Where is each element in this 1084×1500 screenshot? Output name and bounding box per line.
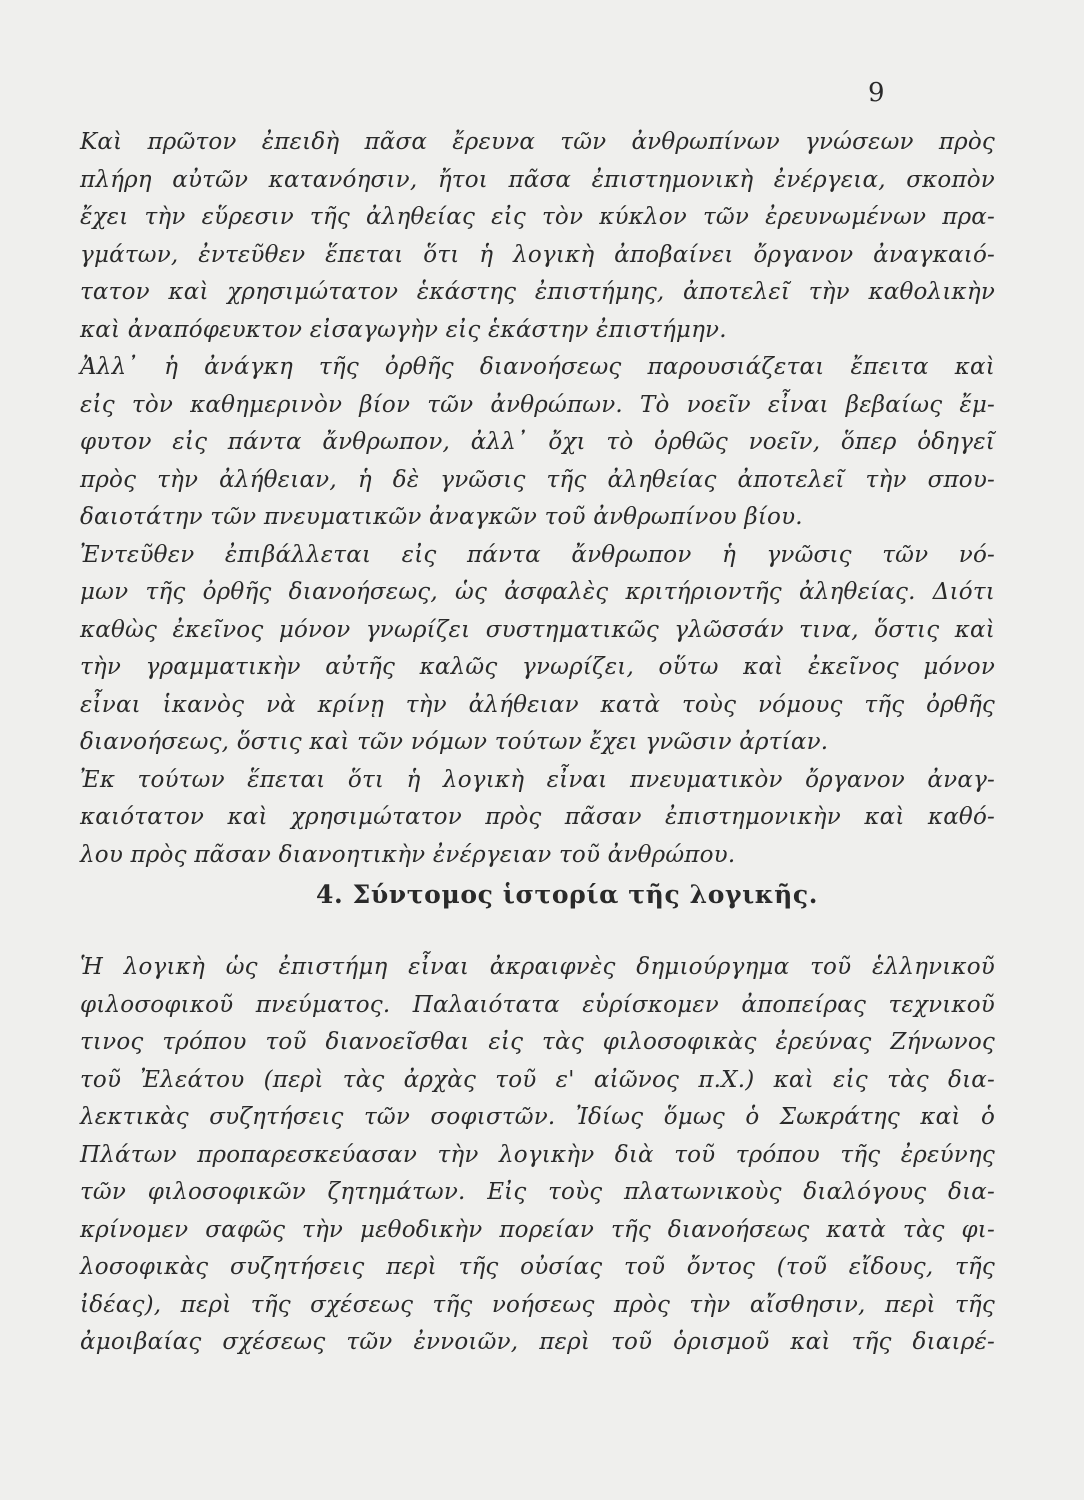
- text-line: τὴν γραμματικὴν αὐτῆς καλῶς γνωρίζει, οὕτω καὶ ἐκεῖνος μόνον: [80, 654, 995, 680]
- text-line: γμάτων, ἐντεῦθεν ἕπεται ὅτι ἡ λογικὴ ἀποβαίνει ὄργανον ἀναγκαιό-: [80, 241, 995, 268]
- text-line: πρὸς τὴν ἀλήθειαν, ἡ δὲ γνῶσις τῆς ἀληθείας ἀποτελεῖ τὴν σπου-: [80, 466, 995, 493]
- text-line: καιότατον καὶ χρησιμώτατον πρὸς πᾶσαν ἐπιστημονικὴν καὶ καθό-: [80, 804, 995, 830]
- text-line: τοῦ Ἐλεάτου (περὶ τὰς ἀρχὰς τοῦ ε' αἰῶνος π.Χ.) καὶ εἰς τὰς δια-: [80, 1066, 995, 1093]
- intro-text-block: [80, 124, 995, 874]
- text-line: δαιοτάτην τῶν πνευματικῶν ἀναγκῶν τοῦ ἀνθρωπίνου βίου.: [80, 504, 803, 530]
- text-line: Καὶ πρῶτον ἐπειδὴ πᾶσα ἔρευνα τῶν ἀνθρωπίνων γνώσεων πρὸς: [80, 129, 995, 155]
- section-heading: 4. Σύντομος ἱστορία τῆς λογικῆς.: [315, 880, 819, 909]
- text-line: ἔχει τὴν εὕρεσιν τῆς ἀληθείας εἰς τὸν κύκλον τῶν ἐρευνωμένων πρα-: [80, 204, 995, 230]
- text-line: ἀμοιβαίας σχέσεως τῶν ἐννοιῶν, περὶ τοῦ ὁρισμοῦ καὶ τῆς διαιρέ-: [80, 1329, 995, 1355]
- text-line: εἶναι ἱκανὸς νὰ κρίνῃ τὴν ἀλήθειαν κατὰ τοὺς νόμους τῆς ὀρθῆς: [80, 691, 995, 718]
- text-line: λου πρὸς πᾶσαν διανοητικὴν ἐνέργειαν τοῦ ἀνθρώπου.: [80, 841, 736, 868]
- text-line: τατον καὶ χρησιμώτατον ἑκάστης ἐπιστήμης, ἀποτελεῖ τὴν καθολικὴν: [80, 279, 995, 305]
- text-line: φυτον εἰς πάντα ἄνθρωπον, ἀλλ᾽ ὄχι τὸ ὀρθῶς νοεῖν, ὅπερ ὁδηγεῖ: [80, 429, 995, 455]
- text-line: πλήρη αὐτῶν κατανόησιν, ἤτοι πᾶσα ἐπιστημονικὴ ἐνέργεια, σκοπὸν: [80, 166, 995, 193]
- text-line: διανοήσεως, ὅστις καὶ τῶν νόμων τούτων ἔχει γνῶσιν ἀρτίαν.: [80, 729, 829, 755]
- text-line: Ἐκ τούτων ἕπεται ὅτι ἡ λογικὴ εἶναι πνευματικὸν ὄργανον ἀναγ-: [80, 766, 995, 793]
- text-line: κρίνομεν σαφῶς τὴν μεθοδικὴν πορείαν τῆς διανοήσεως κατὰ τὰς φι-: [80, 1216, 995, 1243]
- text-line: Πλάτων προπαρεσκεύασαν τὴν λογικὴν διὰ τοῦ τρόπου τῆς ἐρεύνης: [80, 1141, 995, 1168]
- text-line: λοσοφικὰς συζητήσεις περὶ τῆς οὐσίας τοῦ ὄντος (τοῦ εἴδους, τῆς: [80, 1254, 995, 1280]
- text-line: μων τῆς ὀρθῆς διανοήσεως, ὡς ἀσφαλὲς κριτήριοντῆς ἀληθείας. Διότι: [80, 579, 995, 605]
- text-line: λεκτικὰς συζητήσεις τῶν σοφιστῶν. Ἰδίως ὅμως ὁ Σωκράτης καὶ ὁ: [80, 1104, 995, 1130]
- page-number: 9: [868, 78, 885, 108]
- text-line: ἰδέας), περὶ τῆς σχέσεως τῆς νοήσεως πρὸς τὴν αἴσθησιν, περὶ τῆς: [80, 1291, 995, 1318]
- text-line: καὶ ἀναπόφευκτον εἰσαγωγὴν εἰς ἑκάστην ἐπιστήμην.: [80, 316, 727, 343]
- text-line: τινος τρόπου τοῦ διανοεῖσθαι εἰς τὰς φιλοσοφικὰς ἐρεύνας Ζήνωνος: [80, 1029, 995, 1055]
- text-line: καθὼς ἐκεῖνος μόνον γνωρίζει συστηματικῶς γλῶσσάν τινα, ὅστις καὶ: [80, 616, 995, 643]
- text-line: Ἡ λογικὴ ὡς ἐπιστήμη εἶναι ἀκραιφνὲς δημιούργημα τοῦ ἑλληνικοῦ: [80, 954, 995, 980]
- history-text-block: [80, 949, 995, 1362]
- text-line: φιλοσοφικοῦ πνεύματος. Παλαιότατα εὑρίσκομεν ἀποπείρας τεχνικοῦ: [80, 991, 995, 1018]
- text-line: εἰς τὸν καθημερινὸν βίον τῶν ἀνθρώπων. Τὸ νοεῖν εἶναι βεβαίως ἔμ-: [80, 391, 995, 418]
- text-line: Ἐντεῦθεν ἐπιβάλλεται εἰς πάντα ἄνθρωπον ἡ γνῶσις τῶν νό-: [80, 541, 995, 568]
- text-line: Ἀλλ᾽ ἡ ἀνάγκη τῆς ὀρθῆς διανοήσεως παρουσιάζεται ἔπειτα καὶ: [80, 354, 995, 380]
- text-line: τῶν φιλοσοφικῶν ζητημάτων. Εἰς τοὺς πλατωνικοὺς διαλόγους δια-: [80, 1179, 995, 1205]
